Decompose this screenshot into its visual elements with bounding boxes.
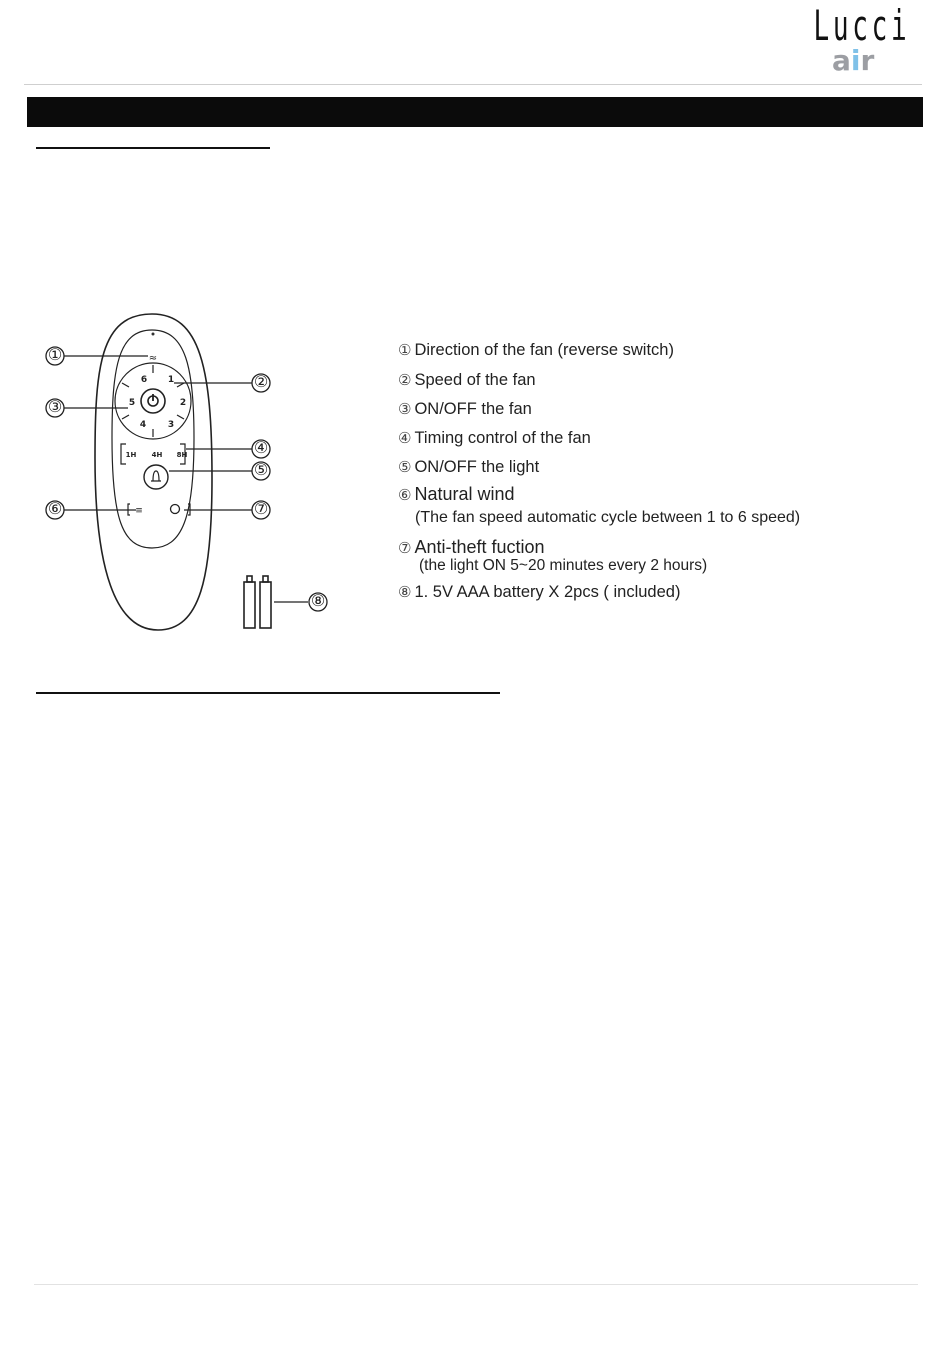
footer-divider xyxy=(34,1284,918,1285)
legend-num: ⑧ xyxy=(398,583,412,601)
speed-key-2: 2 xyxy=(179,398,187,408)
legend-text: Speed of the fan xyxy=(414,371,536,389)
legend-item-6 xyxy=(398,484,515,505)
callout-3: ③ xyxy=(47,397,63,416)
legend-text: Natural wind xyxy=(414,484,515,504)
legend-num: ⑦ xyxy=(398,539,412,557)
svg-text:≡: ≡ xyxy=(135,506,143,516)
legend-text: Timing control of the fan xyxy=(414,429,591,447)
legend-item-6-detail: (The fan speed automatic cycle between 1 to 6 speed) xyxy=(415,509,801,526)
legend-item-5 xyxy=(398,458,539,477)
legend-num: ③ xyxy=(398,400,412,418)
remote-control-diagram xyxy=(40,308,340,638)
speed-key-6: 6 xyxy=(140,375,148,385)
legend-text: Direction of the fan (reverse switch) xyxy=(414,341,674,359)
legend-num: ② xyxy=(398,371,412,389)
timer-key-4h: 4H xyxy=(151,451,163,459)
section-header-band xyxy=(27,97,923,127)
legend-num: ⑥ xyxy=(398,486,412,504)
speed-key-3: 3 xyxy=(167,420,175,430)
callout-4: ④ xyxy=(253,438,269,457)
legend-num: ④ xyxy=(398,429,412,447)
header-divider xyxy=(24,84,922,85)
legend-item-4 xyxy=(398,429,591,448)
callout-2: ② xyxy=(253,372,269,391)
brand-sub-r: r xyxy=(860,44,875,77)
legend-num: ① xyxy=(398,341,412,359)
brand-sub-a: a xyxy=(832,44,851,77)
svg-text:≈: ≈ xyxy=(148,353,158,364)
legend-text: ON/OFF the light xyxy=(414,458,540,476)
callout-1: ① xyxy=(47,345,63,364)
timer-key-1h: 1H xyxy=(125,451,137,459)
legend-item-3 xyxy=(398,400,532,419)
brand-sub-i: i xyxy=(850,44,861,77)
legend-item-8 xyxy=(398,583,680,602)
speed-key-4: 4 xyxy=(139,420,147,430)
legend-item-7-detail: (the light ON 5~20 minutes every 2 hours) xyxy=(419,557,708,574)
legend-text: ON/OFF the fan xyxy=(414,400,532,418)
callout-7: ⑦ xyxy=(253,499,269,518)
callout-6: ⑥ xyxy=(47,499,63,518)
second-section-underline xyxy=(36,692,500,694)
legend-text: Anti-theft fuction xyxy=(414,537,545,557)
legend-num: ⑤ xyxy=(398,458,412,476)
legend-item-7 xyxy=(398,537,545,558)
callout-5: ⑤ xyxy=(253,460,269,479)
legend-text: 1. 5V AAA battery X 2pcs ( included) xyxy=(414,583,681,601)
brand-logo xyxy=(790,1,920,78)
legend-item-2 xyxy=(398,371,536,390)
brand-name: Lucci xyxy=(813,1,910,50)
legend-item-1 xyxy=(398,341,674,360)
speed-key-5: 5 xyxy=(128,398,136,408)
speed-key-1: 1 xyxy=(167,375,175,385)
brand-subname xyxy=(832,46,874,76)
section-title-underline xyxy=(36,147,270,149)
timer-key-8h: 8H xyxy=(176,451,188,459)
callout-8: ⑧ xyxy=(310,591,326,610)
